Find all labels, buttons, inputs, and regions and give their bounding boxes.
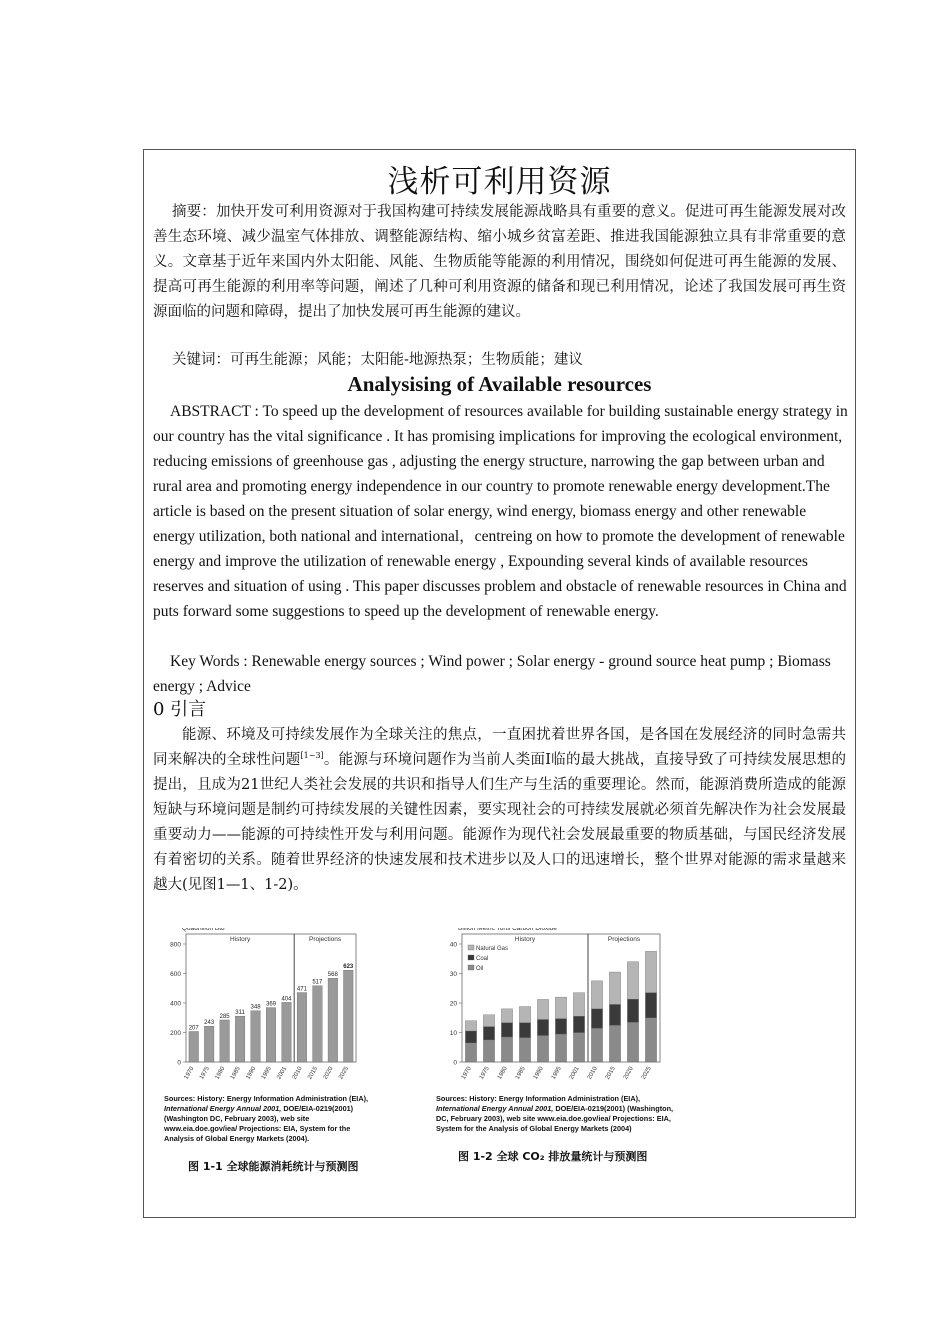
bar-segment-natural-gas [609, 972, 620, 1004]
data-label: 568 [327, 972, 338, 979]
x-tick-label: 2025 [640, 1066, 653, 1081]
bar-segment-coal [627, 999, 638, 1022]
abstract-cn: 摘要：加快开发可利用资源对于我国构建可持续发展能源战略具有重要的意义。促进可再生能源发展对改善生态环境、减少温室气体排放、调整能源结构、缩小城乡贫富差距、推进我国能源独立具有非常重要的意义。文章基于近年来国内外太阳能、风能、生物质能等能源的利用情况，围绕如何促进可再生能源的发展、提高可再生能源的利用率等问题，阐述了几种可利用资源的储备和现已利用情况，论述了我国发展可再生资源面临的问题和障碍，提出了加快发展可再生能源的建议。 [153, 204, 846, 320]
bar-segment-coal [609, 1004, 620, 1025]
page-title-cn: 浅析可利用资源 [387, 164, 612, 200]
fig1-source-line2: DOE/EIA-0219(2001) (Washington DC, February 2003), web site www.eia.doe.gov/iea/ Projections: EIA, System for the Analysis of Global Energy Markets (2004). [164, 1104, 354, 1143]
section-label-projections: Projections [309, 936, 342, 943]
legend-swatch [468, 955, 474, 960]
x-tick-label: 2020 [622, 1066, 635, 1081]
bar-segment-coal [573, 1016, 584, 1032]
citation: [1~3] [300, 751, 324, 761]
bar-segment-natural-gas [537, 999, 548, 1019]
bar-segment-coal [591, 1009, 602, 1028]
x-tick-label: 2020 [322, 1066, 335, 1081]
y-tick-label: 0 [177, 1059, 181, 1067]
bar-segment-oil [573, 1033, 584, 1063]
bar-segment-natural-gas [483, 1015, 494, 1027]
data-label: 311 [235, 1010, 245, 1017]
bar [297, 993, 307, 1062]
bar-segment-natural-gas [519, 1007, 530, 1023]
bar-segment-coal [537, 1020, 548, 1036]
y-tick-label: 40 [449, 941, 457, 949]
bar [220, 1020, 230, 1062]
data-label: 471 [296, 986, 307, 993]
page-title-en: Analysising of Available resources [347, 372, 652, 396]
bar-segment-natural-gas [465, 1021, 476, 1031]
x-tick-label: 2010 [586, 1066, 599, 1081]
bar-segment-oil [501, 1037, 512, 1062]
data-label: 404 [281, 996, 292, 1003]
bar-segment-natural-gas [501, 1009, 512, 1023]
x-tick-label: 2001 [568, 1066, 581, 1081]
abstract-en: ABSTRACT : To speed up the development of resources available for building sustainable energy strategy in our country has the vital significance . It has promising implications for improving the ecological environment, reducing emissions of greenhouse gas , adjusting the energy structure, narrowing the gap between urban and rural area and promoting energy independence in our country to promote renewable energy development.The article is based on the present situation of solar energy, wind energy, biomass energy and other renewable energy utilization, both national and international，centreing on how to promote the development of renewable energy and improve the utilization of renewable energy , Expounding several kinds of available resources reserves and situation of using . This paper discusses problem and obstacle of renewable resources in China and puts forward some suggestions to speed up the development of renewable energy. [153, 403, 848, 620]
bar-segment-coal [465, 1031, 476, 1043]
legend-label: Coal [476, 956, 489, 962]
bar-segment-natural-gas [555, 997, 566, 1019]
fig2-source-italic: International Energy Annual 2001, [436, 1104, 554, 1113]
bar [235, 1016, 245, 1062]
bar-segment-oil [609, 1025, 620, 1062]
x-tick-label: 2001 [276, 1066, 289, 1081]
bar-segment-oil [537, 1035, 548, 1062]
bar-segment-oil [591, 1028, 602, 1062]
bar-segment-coal [501, 1023, 512, 1037]
bar-segment-natural-gas [627, 962, 638, 999]
section-label-history: History [514, 936, 536, 943]
fig1-source-italic: International Energy Annual 2001, [164, 1104, 282, 1113]
section-heading: 0 引言 [153, 699, 207, 720]
data-label: 517 [312, 979, 323, 986]
y-tick-label: 0 [453, 1059, 457, 1067]
data-label: 243 [204, 1020, 215, 1027]
bar-segment-coal [519, 1023, 530, 1038]
x-tick-label: 2015 [604, 1066, 617, 1081]
intro-paragraph [153, 723, 846, 898]
bar-segment-oil [555, 1034, 566, 1062]
intro-text-1: 能源、环境及可持续发展作为全球关注的焦点，一直困扰着世界各国，是各国在发展经济的同时急需共同来解决的全球性问题 [153, 727, 846, 768]
chart-title: Quadrillion Btu [182, 928, 225, 932]
legend-swatch [468, 945, 474, 950]
bar [282, 1002, 292, 1062]
figure-1-1-source [164, 1094, 369, 1144]
page-frame [143, 149, 856, 1218]
data-label: 623 [343, 964, 354, 971]
x-tick-label: 1970 [460, 1066, 473, 1081]
bar-segment-oil [645, 1018, 656, 1062]
x-tick-label: 1990 [532, 1066, 545, 1081]
x-tick-label: 1985 [514, 1066, 527, 1081]
x-tick-label: 1980 [496, 1066, 509, 1081]
x-tick-label: 1980 [214, 1066, 227, 1081]
section-label-projections: Projections [607, 936, 641, 943]
legend-swatch [468, 965, 474, 970]
y-tick-label: 20 [449, 1000, 457, 1008]
data-label: 285 [219, 1013, 230, 1020]
x-tick-label: 1985 [229, 1066, 242, 1081]
x-tick-label: 2025 [338, 1066, 351, 1081]
chart-title: Billion Metric Tons Carbon Dioxide [458, 928, 557, 932]
bar-segment-oil [627, 1022, 638, 1062]
y-tick-label: 400 [170, 1000, 181, 1008]
fig1-source-line1: Sources: History: Energy Information Administration (EIA), [164, 1094, 369, 1103]
bar [313, 986, 323, 1062]
figure-1-2-source [436, 1094, 674, 1134]
bar [328, 978, 338, 1062]
figure-1-1-caption: 图 1-1 全球能源消耗统计与预测图 [188, 1160, 359, 1173]
figure-1-2-caption: 图 1-2 全球 CO₂ 排放量统计与预测图 [458, 1150, 648, 1163]
x-tick-label: 1975 [478, 1066, 491, 1081]
keywords-cn: 关键词：可再生能源；风能；太阳能-地源热泵；生物质能；建议 [172, 352, 583, 368]
energy-consumption-chart [164, 928, 374, 1088]
intro-text-2: 。能源与环境问题作为当前人类面I临的最大挑战，直接导致了可持续发展思想的提出，且成为21世纪人类社会发展的共识和指导人们生产与生活的重要理论。然而，能源消费所造成的能源短缺与环境问题是制约可持续发展的关键性因素，要实现社会的可持续发展就必须首先解决作为社会发展最重要动力——能源的可持续性开发与利用问题。能源作为现代社会发展最重要的物质基础，与国民经济发展有着密切的关系。随着世界经济的快速发展和技术进步以及人口的迅速增长，整个世界对能源的需求量越来越大(见图1—1、1-2)。 [153, 752, 846, 893]
figure-1-1 [164, 928, 374, 1174]
bar-segment-coal [483, 1027, 494, 1040]
bar-segment-natural-gas [591, 981, 602, 1009]
x-tick-label: 1970 [183, 1066, 196, 1081]
x-tick-label: 1990 [245, 1066, 258, 1081]
bar-segment-coal [645, 993, 656, 1018]
bar-segment-natural-gas [645, 951, 656, 992]
bar-segment-oil [519, 1038, 530, 1062]
bar-segment-natural-gas [573, 993, 584, 1017]
x-tick-label: 1995 [550, 1066, 563, 1081]
legend-label: Natural Gas [476, 946, 509, 952]
x-tick-label: 1995 [260, 1066, 273, 1081]
data-label: 207 [188, 1025, 199, 1032]
bar-segment-coal [555, 1019, 566, 1034]
co2-emissions-chart [436, 928, 676, 1088]
y-tick-label: 200 [170, 1030, 181, 1037]
y-tick-label: 600 [170, 971, 181, 978]
bar [251, 1011, 261, 1062]
bar [189, 1031, 199, 1062]
fig2-source-line1: Sources: History: Energy Information Administration (EIA), [436, 1094, 641, 1103]
fig2-source-line2: DOE/EIA-0219(2001) (Washington, DC, February 2003), web site www.eia.doe.gov/iea/ Projections: EIA, System for the Analysis of Global Energy Markets (2004) [436, 1104, 674, 1133]
x-tick-label: 2010 [291, 1066, 304, 1081]
section-label-history: History [229, 936, 251, 943]
bar-segment-oil [483, 1040, 494, 1062]
figure-1-2 [436, 928, 676, 1164]
bar-segment-oil [465, 1043, 476, 1062]
bar [343, 970, 353, 1062]
x-tick-label: 1975 [199, 1066, 211, 1081]
data-label: 369 [265, 1001, 277, 1008]
y-tick-label: 10 [449, 1030, 457, 1037]
bar [204, 1026, 214, 1062]
bar [266, 1008, 276, 1062]
x-tick-label: 2015 [307, 1066, 320, 1081]
data-label: 348 [250, 1004, 261, 1011]
keywords-en: Key Words : Renewable energy sources ; Wind power ; Solar energy - ground source heat pump ; Biomass energy ; Advice [153, 653, 831, 695]
legend-label: Oil [476, 966, 484, 972]
y-tick-label: 30 [449, 971, 457, 978]
y-tick-label: 800 [170, 941, 181, 949]
